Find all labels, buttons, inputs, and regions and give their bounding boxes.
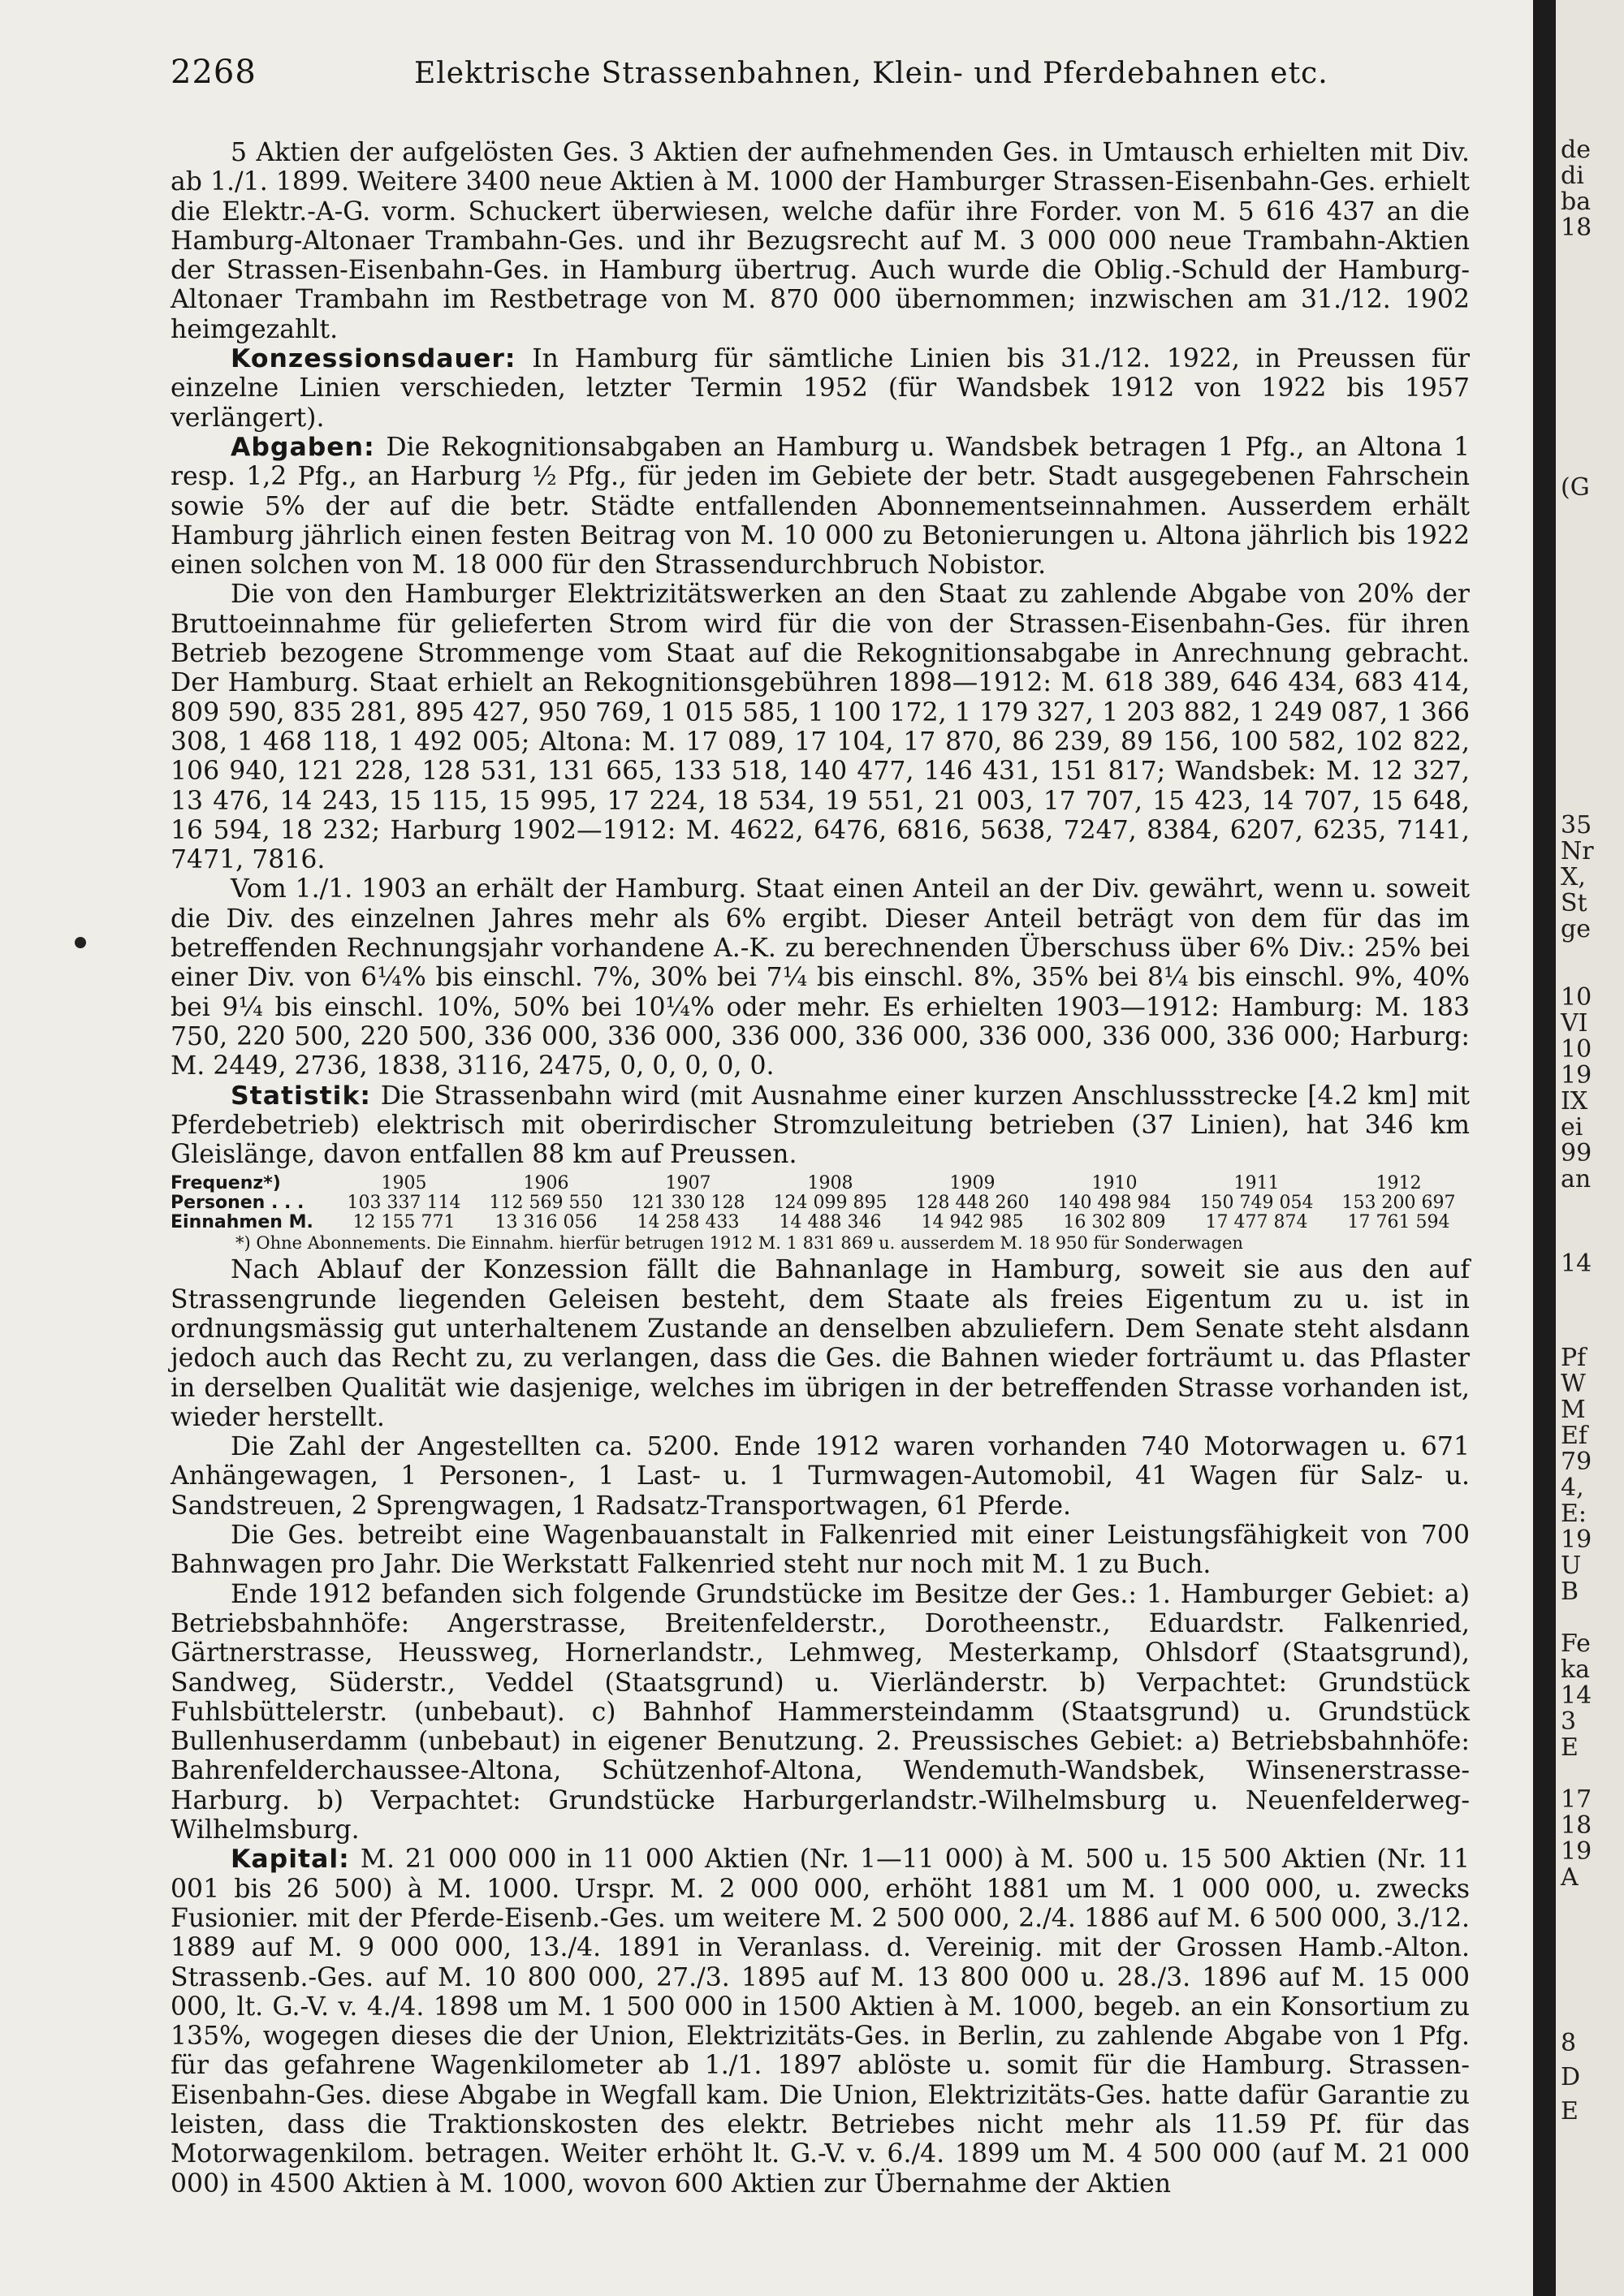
adjacent-page-fragment: 17 [1561, 1785, 1592, 1814]
table-cell: 112 569 550 [489, 1193, 603, 1214]
paragraphs-before-table [171, 138, 1470, 1169]
body-text [171, 138, 1470, 2199]
adjacent-page-fragment: ge [1561, 915, 1591, 943]
paragraphs-after-table [171, 1255, 1470, 2199]
table-cell: 103 337 114 [347, 1193, 461, 1214]
paragraph-text: Die von den Hamburger Elektrizitätswerken an den Staat zu zahlende Abgabe von 20% der Bruttoeinnahme für gelieferten Strom wird für die von der Strassen-Eisenbahn-Ges. für ihren Betrieb bezogene Strommenge vom Staat auf die Rekognitionsabgabe in Anrechnung gebracht. Der Hamburg. Staat erhielt an Rekognitionsgebühren 1898—1912: M. 618 389, 646 434, 683 414, 809 590, 835 281, 895 427, 950 769, 1 015 585, 1 100 172, 1 179 327, 1 203 882, 1 249 087, 1 366 308, 1 468 118, 1 492 005; Altona: M. 17 089, 17 104, 17 870, 86 239, 89 156, 100 582, 102 822, 106 940, 121 228, 128 531, 131 665, 133 518, 140 477, 146 431, 151 817; Wandsbek: M. 12 327, 13 476, 14 243, 15 115, 15 995, 17 224, 18 534, 19 551, 21 003, 17 707, 15 423, 14 707, 15 648, 16 594, 18 232; Harburg 1902—1912: M. 4622, 6476, 6816, 5638, 7247, 8384, 6207, 6235, 7141, 7471, 7816. [171, 580, 1470, 875]
paragraph [171, 344, 1470, 433]
adjacent-page-fragment: E [1561, 2097, 1579, 2126]
adjacent-page-fragment: IX [1561, 1087, 1588, 1116]
adjacent-page-fragment: Ef [1561, 1422, 1588, 1450]
page-header [171, 54, 1470, 102]
adjacent-page-fragment: 3 [1561, 1707, 1577, 1736]
paragraph [171, 433, 1470, 580]
paragraph-text: Die Zahl der Angestellten ca. 5200. Ende 1912 waren vorhanden 740 Motorwagen u. 671 Anhängewagen, 1 Personen-, 1 Last- u. 1 Turmwagen-Automobil, 41 Wagen für Salz- u. Sandstreuen, 2 Sprengwagen, 1 Radsatz-Transportwagen, 61 Pferde. [171, 1432, 1470, 1521]
year-cell: 1906 [523, 1173, 569, 1194]
adjacent-page-fragment: 79 [1561, 1448, 1592, 1476]
adjacent-page-fragment: 18 [1561, 214, 1592, 242]
table-cell: 140 498 984 [1057, 1193, 1172, 1214]
adjacent-page-fragment: 35 [1561, 811, 1592, 839]
adjacent-page-fragment: 14 [1561, 1681, 1592, 1710]
adjacent-page-fragment: St [1561, 889, 1587, 917]
table-row [171, 1193, 1470, 1213]
paragraph-text: Nach Ablauf der Konzession fällt die Bahnanlage in Hamburg, soweit sie aus den auf Strassengrunde liegenden Geleisen besteht, dem Staate als freies Eigentum zu u. ist in ordnungsmässig gut unterhaltenem Zustande an denselben abzuliefern. Dem Senate steht alsdann jedoch auch das Recht zu, zu verlangen, dass die Ges. die Bahnen wieder forträumt u. das Pflaster in derselben Qualität wie dasjenige, welches im übrigen in der betreffenden Strasse vorhanden ist, wieder herstellt. [171, 1255, 1470, 1432]
frequency-title: Frequenz*) [171, 1173, 281, 1194]
adjacent-page-fragment: A [1561, 1863, 1579, 1892]
frequency-header-row [171, 1174, 1470, 1193]
year-cell: 1905 [381, 1173, 427, 1194]
year-cell: 1911 [1233, 1173, 1280, 1194]
adjacent-page-fragment: 18 [1561, 1811, 1592, 1840]
adjacent-page-edge [1556, 0, 1624, 2296]
adjacent-page-fragment: 99 [1561, 1139, 1592, 1167]
adjacent-page-fragment: 10 [1561, 1035, 1592, 1064]
table-row [171, 1213, 1470, 1232]
adjacent-page-fragment: M [1561, 1396, 1586, 1424]
adjacent-page-fragment: 8 [1561, 2029, 1577, 2057]
adjacent-page-fragment: D [1561, 2063, 1581, 2091]
table-cell: 17 761 594 [1347, 1212, 1450, 1233]
row-label: Einnahmen M. [171, 1212, 313, 1233]
year-cell: 1909 [949, 1173, 996, 1194]
adjacent-page-fragment: ei [1561, 1113, 1583, 1142]
page-number: 2268 [171, 54, 257, 91]
adjacent-page-fragment: 4, [1561, 1474, 1584, 1502]
paragraph-text: Ende 1912 befanden sich folgende Grundstücke im Besitze der Ges.: 1. Hamburger Gebiet: a) Betriebsbahnhöfe: Angerstrasse, Breitenfelderstr., Dorotheenstr., Eduardstr. Falkenried, Gärtnerstrasse, Heussweg, Hornerlandstr., Lehmweg, Mesterkamp, Ohlsdorf (Staatsgrund), Sandweg, Süderstr., Veddel (Staatsgrund) u. Vierländerstr. b) Verpachtet: Grundstück Fuhlsbüttelerstr. (unbebaut). c) Bahnhof Hammersteindamm (Staatsgrund) u. Grundstück Bullenhuserdamm (unbebaut) in eigener Benutzung. 2. Preussisches Gebiet: a) Betriebsbahnhöfe: Bahrenfelderchaussee-Altona, Schützenhof-Altona, Wendemuth-Wandsbek, Winsenerstrasse-Harburg. b) Verpachtet: Grundstücke Harburgerlandstr.-Wilhelmsburg u. Neuenfelderweg-Wilhelmsburg. [171, 1579, 1470, 1845]
table-cell: 16 302 809 [1063, 1212, 1166, 1233]
paragraph [171, 1580, 1470, 1845]
table-cell: 14 258 433 [637, 1212, 740, 1233]
adjacent-page-fragment: U [1561, 1552, 1582, 1580]
paragraph [171, 580, 1470, 874]
adjacent-page-fragment: Nr [1561, 837, 1594, 865]
adjacent-page-fragment: 10 [1561, 983, 1592, 1012]
table-cell: 13 316 056 [495, 1212, 598, 1233]
adjacent-page-fragment: 19 [1561, 1837, 1592, 1866]
year-cell: 1910 [1091, 1173, 1138, 1194]
book-gutter [1533, 0, 1556, 2296]
row-label: Personen . . . [171, 1193, 304, 1214]
paragraph [171, 1255, 1470, 1432]
year-cell: 1907 [665, 1173, 711, 1194]
table-cell: 12 155 771 [352, 1212, 456, 1233]
adjacent-page-fragment: X, [1561, 863, 1586, 891]
table-cell: 150 749 054 [1199, 1193, 1314, 1214]
table-cell: 124 099 895 [773, 1193, 888, 1214]
adjacent-page-fragment: 14 [1561, 1249, 1592, 1278]
adjacent-page-fragment: 19 [1561, 1526, 1592, 1554]
adjacent-page-fragment: Pf [1561, 1344, 1587, 1372]
table-cell: 17 477 874 [1205, 1212, 1308, 1233]
paragraph-text: Die Ges. betreibt eine Wagenbauanstalt in Falkenried mit einer Leistungsfähigkeit von 700 Bahnwagen pro Jahr. Die Werkstatt Falkenried steht nur noch mit M. 1 zu Buch. [171, 1521, 1470, 1580]
paragraph [171, 1845, 1470, 2199]
paragraph-text: In Hamburg für sämtliche Linien bis 31./12. 1922, in Preussen für einzelne Linien verschieden, letzter Termin 1952 (für Wandsbek 1912 von 1922 bis 1957 verlängert). [171, 344, 1471, 433]
year-cell: 1912 [1376, 1173, 1422, 1194]
section-keyword: Kapital: [231, 1845, 350, 1875]
running-title: Elektrische Strassenbahnen, Klein- und Pferdebahnen etc. [414, 57, 1328, 90]
section-keyword: Konzessionsdauer: [231, 344, 516, 374]
adjacent-page-fragment: ka [1561, 1655, 1591, 1684]
adjacent-page-fragment: di [1561, 162, 1584, 190]
table-cell: 14 942 985 [921, 1212, 1024, 1233]
frequency-table [171, 1174, 1470, 1232]
adjacent-page-fragment: VI [1561, 1009, 1588, 1038]
paragraph-text: Die Rekognitionsabgaben an Hamburg u. Wandsbek betragen 1 Pfg., an Altona 1 resp. 1,2 Pfg., an Harburg ½ Pfg., für jeden im Gebiete der betr. Stadt ausgegebenen Fahrschein sowie 5% der auf die betr. Städte entfallenden Abonnementseinnahmen. Ausserdem erhält Hamburg jährlich einen festen Beitrag von M. 10 000 zu Betonierungen u. Altona jährlich bis 1922 einen solchen von M. 18 000 für den Strassendurchbruch Nobistor. [171, 432, 1470, 580]
adjacent-page-fragment: an [1561, 1165, 1592, 1193]
adjacent-page-fragment: E [1561, 1733, 1579, 1762]
paragraph [171, 1521, 1470, 1580]
paragraph-text: 5 Aktien der aufgelösten Ges. 3 Aktien der aufnehmenden Ges. in Umtausch erhielten mit Div. ab 1./1. 1899. Weitere 3400 neue Aktien à M. 1000 der Hamburger Strassen-Eisenbahn-Ges. erhielt die Elektr.-A-G. vorm. Schuckert überwiesen, welche dafür ihre Forder. von M. 5 616 437 an die Hamburg-Altonaer Trambahn-Ges. und ihr Bezugsrecht auf M. 3 000 000 neue Trambahn-Aktien der Strassen-Eisenbahn-Ges. in Hamburg übertrug. Auch wurde die Oblig.-Schuld der Hamburg-Altonaer Trambahn im Restbetrage von M. 870 000 übernommen; inzwischen am 31./12. 1902 heimgezahlt. [171, 138, 1470, 344]
table-cell: 128 448 260 [915, 1193, 1030, 1214]
adjacent-page-fragment: E: [1561, 1500, 1587, 1528]
paragraph [171, 1081, 1470, 1170]
paragraph-text: Die Strassenbahn wird (mit Ausnahme einer kurzen Anschlussstrecke [4.2 km] mit Pferdebetrieb) elektrisch mit oberirdischer Stromzuleitung betrieben (37 Linien), hat 346 km Gleislänge, davon entfallen 88 km auf Preussen. [171, 1081, 1470, 1170]
table-cell: 153 200 697 [1341, 1193, 1456, 1214]
adjacent-page-fragment: W [1561, 1370, 1586, 1398]
year-cell: 1908 [807, 1173, 853, 1194]
paragraph [171, 1432, 1470, 1521]
section-keyword: Statistik: [231, 1081, 372, 1111]
section-keyword: Abgaben: [231, 432, 375, 462]
adjacent-page-fragment: de [1561, 136, 1591, 164]
adjacent-page-fragment: B [1561, 1577, 1579, 1606]
paragraph-text: Vom 1./1. 1903 an erhält der Hamburg. Staat einen Anteil an der Div. gewährt, wenn u. soweit die Div. des einzelnen Jahres mehr als 6% ergibt. Dieser Anteil beträgt von dem für das im betreffenden Rechnungsjahr vorhandene A.-K. zu berechnenden Überschuss über 6% Div.: 25% bei einer Div. von 6¼% bis einschl. 7%, 30% bei 7¼ bis einschl. 8%, 35% bei 8¼ bis einschl. 9%, 40% bei 9¼ bis einschl. 10%, 50% bei 10¼% oder mehr. Es erhielten 1903—1912: Hamburg: M. 183 750, 220 500, 220 500, 336 000, 336 000, 336 000, 336 000, 336 000, 336 000, 336 000; Harburg: M. 2449, 2736, 1838, 3116, 2475, 0, 0, 0, 0, 0. [171, 874, 1470, 1081]
adjacent-page-fragment: ba [1561, 188, 1592, 216]
adjacent-page-fragment: 19 [1561, 1061, 1592, 1090]
table-footnote: *) Ohne Abonnements. Die Einnahm. hierfür betrugen 1912 M. 1 831 869 u. ausserdem M. 18 950 für Sonderwagen [235, 1233, 1243, 1254]
table-cell: 121 330 128 [631, 1193, 745, 1214]
punch-mark [75, 937, 86, 948]
paragraph [171, 874, 1470, 1081]
adjacent-page-fragment: Fe [1561, 1629, 1591, 1658]
adjacent-page-fragment: (G [1561, 473, 1590, 502]
paragraph [171, 138, 1470, 344]
table-cell: 14 488 346 [779, 1212, 882, 1233]
paragraph-text: M. 21 000 000 in 11 000 Aktien (Nr. 1—11 000) à M. 500 u. 15 500 Aktien (Nr. 11 001 bis 26 500) à M. 1000. Urspr. M. 2 000 000, erhöht 1881 um M. 1 000 000, u. zwecks Fusionier. mit der Pferde-Eisenb.-Ges. um weitere M. 2 500 000, 2./4. 1886 auf M. 6 500 000, 3./12. 1889 auf M. 9 000 000, 13./4. 1891 in Veranlass. d. Vereinig. mit der Grossen Hamb.-Alton. Strassenb.-Ges. auf M. 10 800 000, 27./3. 1895 auf M. 13 800 000 u. 28./3. 1896 auf M. 15 000 000, lt. G.-V. v. 4./4. 1898 um M. 1 500 000 in 1500 Aktien à M. 1000, begeb. an ein Konsortium zu 135%, wogegen dieses die der Union, Elektrizitäts-Ges. in Berlin, zu zahlende Abgabe von 1 Pfg. für das gefahrene Wagenkilometer ab 1./1. 1897 ablöste u. somit für die Hamburg. Strassen-Eisenbahn-Ges. diese Abgabe in Wegfall kam. Die Union, Elektrizitäts-Ges. hatte dafür Garantie zu leisten, dass die Traktionskosten des elektr. Betriebes nicht mehr als 11.59 Pf. für das Motorwagenkilom. betragen. Weiter erhöht lt. G.-V. v. 6./4. 1899 um M. 4 500 000 (auf M. 21 000 000) in 4500 Aktien à M. 1000, wovon 600 Aktien zur Übernahme der Aktien [171, 1845, 1470, 2199]
